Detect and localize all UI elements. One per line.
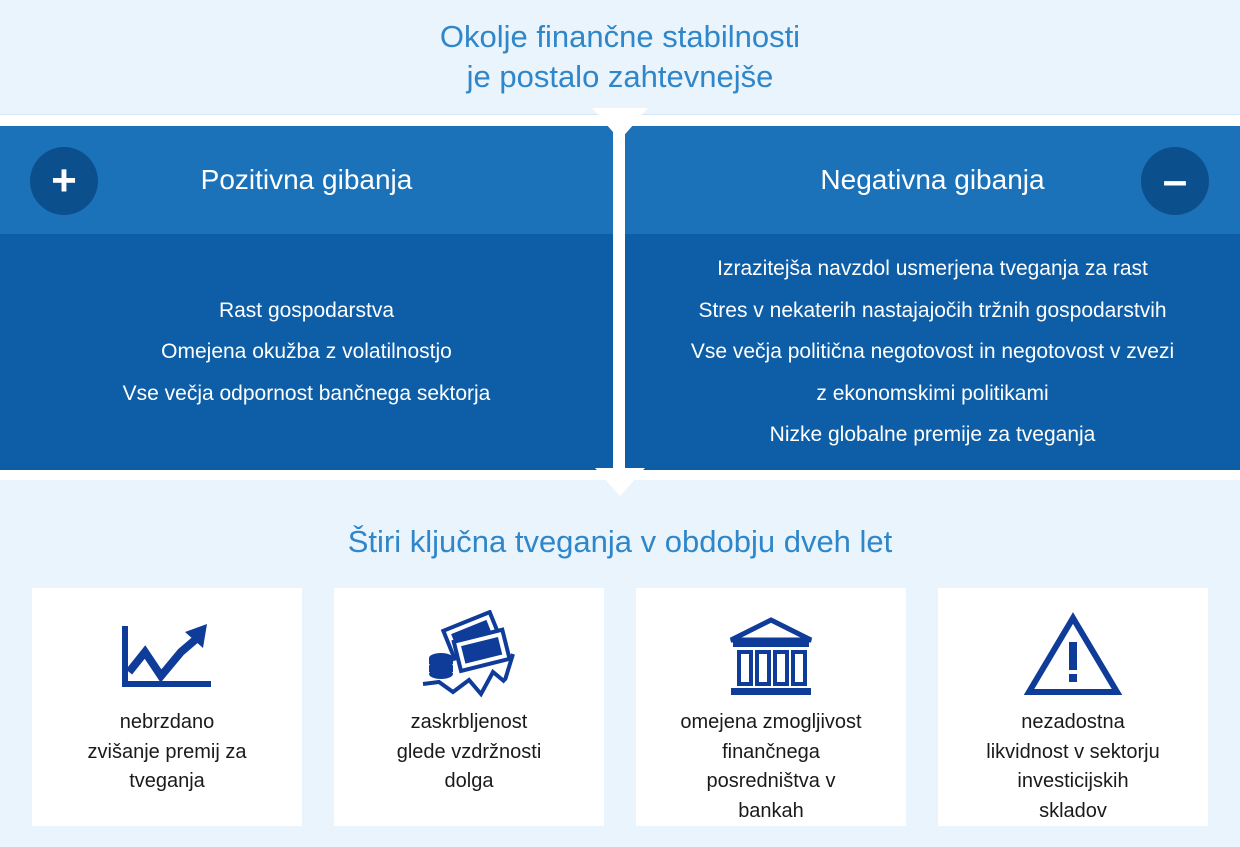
risk-card-line: posredništva v (706, 770, 836, 792)
risk-card-line: skladov (1039, 799, 1107, 822)
banner-title-line-2: je postalo zahtevnejše (466, 59, 774, 94)
risk-card-text (42, 708, 292, 797)
top-chevron-notch (592, 108, 648, 140)
risk-card-risk-premiums (32, 588, 302, 826)
positive-panel-body (0, 234, 613, 470)
top-banner (0, 0, 1240, 115)
rising-chart-icon (117, 610, 217, 690)
risk-card-line: investicijskih (1017, 770, 1129, 792)
risk-card-line: dolga (444, 770, 494, 792)
positive-item: Rast gospodarstva (218, 298, 395, 322)
negative-item: Vse večja politična negotovost in negotovost v zvezi (690, 340, 1175, 364)
bank-building-icon (721, 610, 821, 700)
positive-item: Vse večja odpornost bančnega sektorja (122, 381, 491, 405)
risk-card-line: zvišanje premij za (87, 740, 247, 763)
banner-title-line-1: Okolje finančne stabilnosti (439, 19, 801, 54)
money-coins-icon (419, 610, 519, 700)
minus-icon: – (1141, 147, 1209, 215)
negative-item: Nizke globalne premije za tveganja (769, 423, 1096, 447)
risk-card-line: bankah (738, 799, 804, 822)
negative-item: z ekonomskimi politikami (816, 381, 1049, 405)
plus-icon: + (30, 147, 98, 215)
risk-card-line: nebrzdano (119, 711, 215, 733)
negative-item: Izrazitejša navzdol usmerjena tveganja za rast (717, 257, 1148, 281)
risks-title: Štiri ključna tveganja v obdobju dveh let (347, 524, 893, 559)
risk-card-line: nezadostna (1021, 711, 1125, 733)
risk-card-line: glede vzdržnosti (396, 740, 542, 763)
risk-card-line: zaskrbljenost (410, 711, 528, 733)
risk-card-text (344, 708, 594, 797)
risk-card-debt-sustainability (334, 588, 604, 826)
negative-panel-body (625, 234, 1240, 470)
warning-triangle-icon (1023, 610, 1123, 700)
risk-card-text (646, 708, 896, 826)
positive-item: Omejena okužba z volatilnostjo (161, 340, 452, 364)
risk-card-fund-liquidity (938, 588, 1208, 826)
risk-card-text (948, 708, 1198, 826)
negative-panel-title: Negativna gibanja (820, 164, 1045, 195)
risk-card-line: finančnega (722, 740, 820, 763)
bottom-chevron-notch (595, 468, 645, 496)
risk-card-bank-intermediation (636, 588, 906, 826)
risk-card-line: likvidnost v sektorju (986, 740, 1160, 763)
risk-card-line: tveganja (129, 770, 205, 792)
risk-card-line: omejena zmogljivost (680, 711, 862, 733)
negative-item: Stres v nekaterih nastajajočih tržnih gospodarstvih (698, 298, 1167, 322)
positive-panel-title: Pozitivna gibanja (200, 164, 413, 195)
